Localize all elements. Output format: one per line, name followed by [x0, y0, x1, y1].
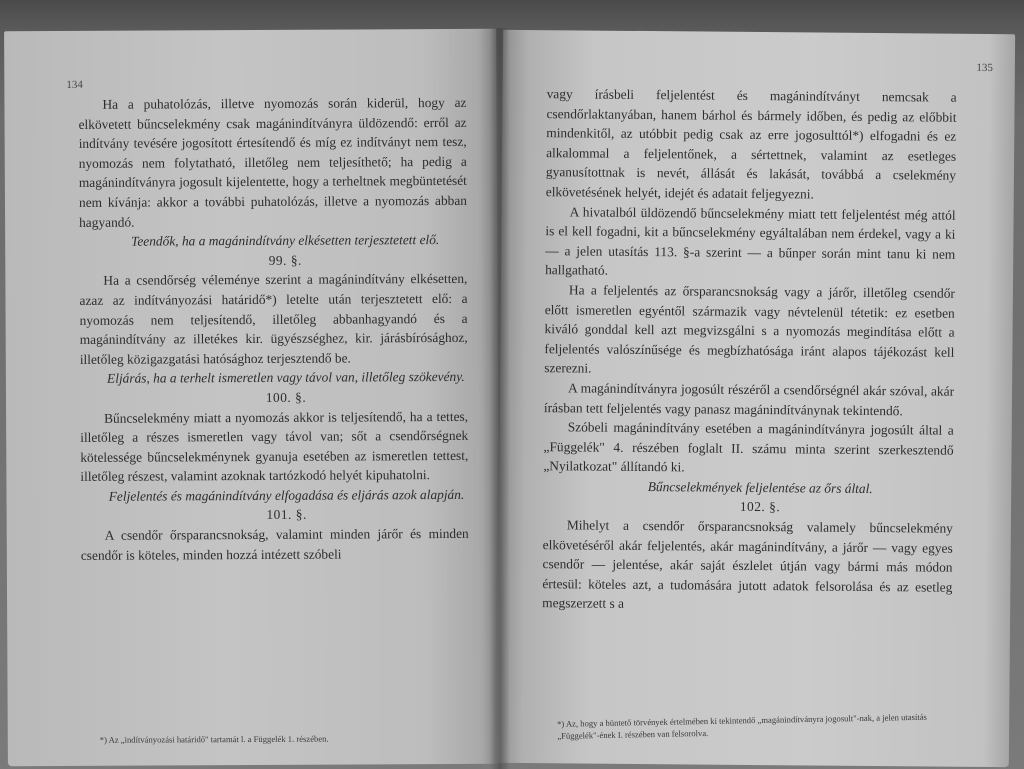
paragraph: Mihelyt a csendőr őrsparancsnokság valamely bűncselekmény elkövetéséről akár feljelentés, akár magánindítvány, a járőr — vagy egyes csendőr — jelentése, akár saját észlelet útján vagy bármi más módon értesül: köteles azt, a tudomására jutott adatok felsorolása és az esetleg megszerzett s a	[542, 517, 953, 612]
section-heading: Feljelentés és magánindítvány elfogadása és eljárás azok alapján.	[108, 486, 465, 504]
paragraph: Ha a csendőrség véleménye szerint a magánindítvány elkésetten, azaz az indítványozási határidő*) letelte után terjesztetett elő: a nyomozás nem teljesítendő, illetőleg abbanhagyandó és a magánindítvány az illetékes kir. ügyészséghez, kir. járásbírósághoz, illetőleg közigazgatási hatósághoz terjesztendő be.	[79, 271, 468, 367]
left-page-body	[78, 93, 468, 565]
book-gutter	[490, 28, 510, 769]
right-page-body	[542, 84, 957, 617]
paragraph: Ha a feljelentés az őrsparancsnokság vagy a járőr, illetőleg csendőr előtt ismeretlen egyéntől származik vagy névtelenül tétetik: ez esetben kiváló gonddal kell azt megvizsgálni s a nyomozás megindítása előtt a feljelentés valószínűsége és megbízhatósága iránt alapos tájékozást kell szerezni.	[544, 282, 955, 376]
left-page	[4, 29, 500, 767]
right-page	[497, 30, 1015, 767]
paragraph: Bűncselekmény miatt a nyomozás akkor is teljesítendő, ha a tettes, illetőleg a részes ismeretlen vagy távol van; sőt a csendőrségnek kötelessége bűncselekménynek gyanuja esetében az ismeretlen tettest, illetőleg részest, valamint azoknak tartózkodó helyét kipuhatolni.	[80, 408, 469, 485]
footnote: *) Az, hogy a büntető törvények értelmében ki tekintendő „magánindítványra jogosult"-nak, a jelen utasítás „Függelék"-ének I. részében van felsorolva.	[556, 711, 927, 741]
paragraph: A hivatalból üldözendő bűncselekmény miatt tett feljelentést még attól is el kell fogadni, kit a bűncselekmény egyáltalában nem érdekel, vagy a ki — a jelen utasítás 113. §-a szerint — a bűnper során mint tanu ki nem hallgatható.	[545, 203, 956, 279]
paragraph: A magánindítványra jogosúlt részéről a csendőrségnél akár szóval, akár írásban tett feljelentés vagy panasz magánindítványnak tekintendő.	[543, 380, 955, 418]
section-number: 101. §.	[266, 507, 307, 523]
paragraph: Ha a puhatolózás, illetve nyomozás során kiderül, hogy az elkövetett bűncselekmény csak magánindítványra üldözendő: erről az indítvány tevésére jogosított értesítendő és míg ez indítványt nem tesz, nyomozás nem folytatható, illetőleg nem teljesíthető; ha pedig a magánindítványra jogosult kijelentette, hogy a terheltnek megbüntetését nem kívánja: akkor a további puhatolózás, illetve a nyomozás abban hagyandó.	[78, 94, 468, 230]
paragraph: Szóbeli magánindítvány esetében a magánindítványra jogosúlt által a „Függelék" 4. részében foglalt II. számu minta szerint szerkesztendő „Nyilatkozat" állítandó ki.	[543, 419, 954, 475]
section-number: 99. §.	[268, 252, 302, 268]
page-number: 134	[66, 78, 83, 91]
paragraph: A csendőr őrsparancsnokság, valamint minden járőr és minden csendőr is köteles, minden hozzá intézett szóbeli	[80, 525, 469, 563]
section-heading: Eljárás, ha a terhelt ismeretlen vagy távol van, illetőleg szökevény.	[106, 369, 465, 387]
section-number: 100. §.	[265, 389, 307, 405]
footnote: *) Az „indítványozási határidő" tartamát l. a Függelék 1. részében.	[99, 733, 329, 745]
page-number: 135	[976, 61, 993, 75]
section-heading: Bűncselekmények feljelentése az őrs által.	[647, 478, 873, 496]
paragraph: vagy írásbeli feljelentést és magánindítványt nemcsak a csendőrlaktanyában, hanem bárhol és bármely időben, és pedig az előbbit mindenkitől, az utóbbit pedig csak az erre jogosulttól*) elfogadni és ez alkalommal a feljelentőnek, a sértettnek, valamint az esetleges gyanusítottnak is nevét, állását és lakását, továbbá a cselekmény elkövetésének helyét, idejét és adatait feljegyezni.	[545, 86, 957, 202]
section-number: 102. §.	[739, 499, 781, 515]
section-heading: Teendők, ha a magánindítvány elkésetten terjesztetett elő.	[131, 232, 440, 249]
